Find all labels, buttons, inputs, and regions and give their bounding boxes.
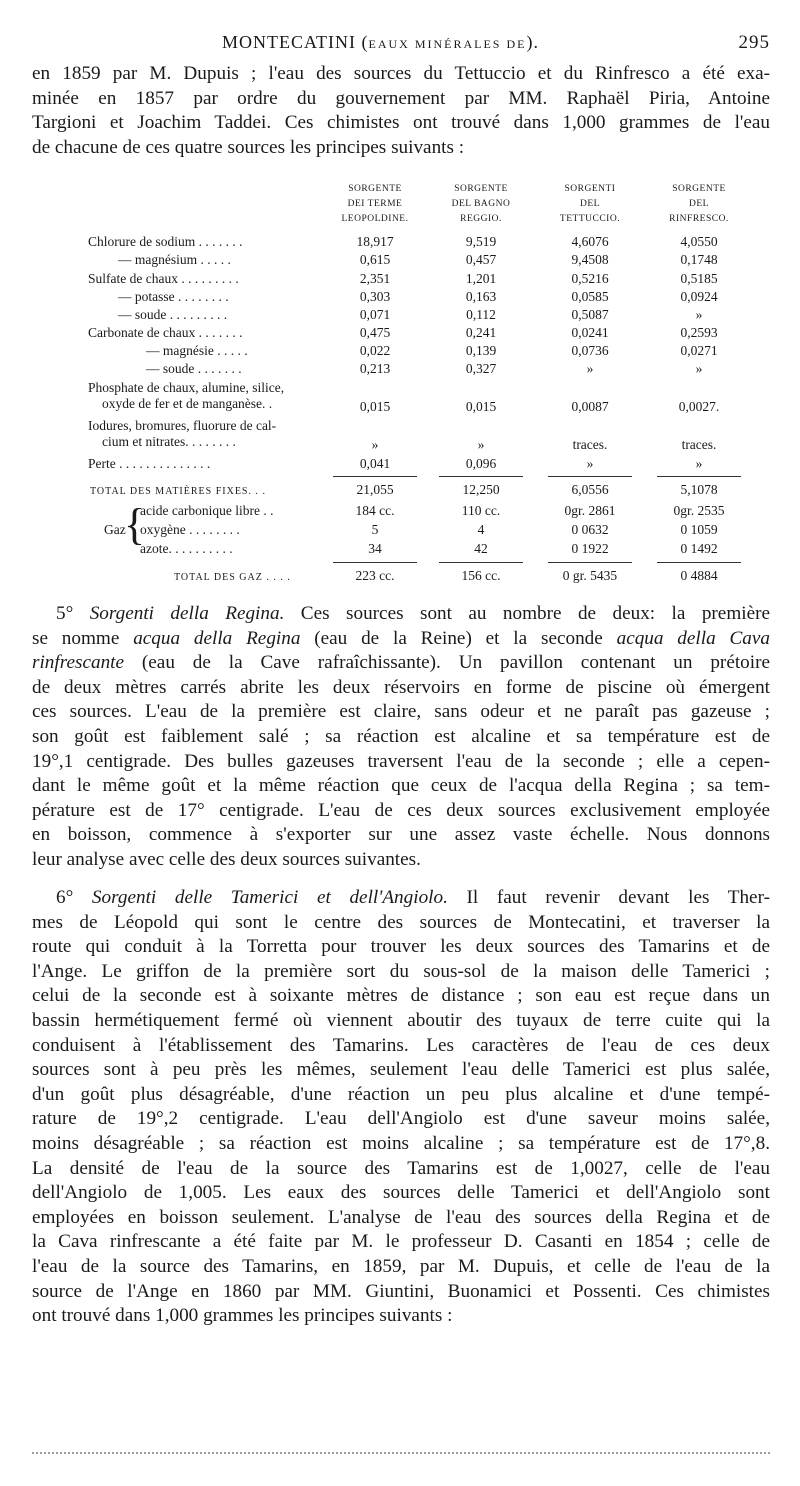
row-label: Chlorure de sodium . . . . . . . (88, 234, 243, 249)
cell: 0 1492 (680, 541, 718, 556)
cell: » (586, 361, 594, 376)
cell: 42 (474, 541, 488, 556)
table-row (88, 234, 728, 253)
column-header: SORGENTE DEL RINFRESCO. (669, 184, 729, 224)
cell: 0,303 (359, 289, 391, 304)
cell: 0,0271 (680, 343, 718, 358)
page-number: 295 (738, 32, 770, 53)
tamerici-paragraph (32, 886, 770, 1329)
cell: 9,4508 (571, 252, 609, 267)
cell: 4 (477, 522, 485, 537)
row-label: Perte . . . . . . . . . . . . . . (88, 456, 211, 471)
brace-glyph: { (124, 500, 146, 549)
cell: 0,0585 (571, 289, 609, 304)
cell: 0gr. 2861 (564, 503, 616, 518)
table-row (88, 522, 728, 541)
text-line: source de l'Ange en 1860 par MM. Giuntini, Buonamici et Possenti. Ces chimistes (32, 1280, 770, 1302)
cell: 0gr. 2535 (673, 503, 725, 518)
text-line: La densité de l'eau de la source des Tamarins est de 1,0027, celle de l'eau (32, 1157, 770, 1179)
text-line: dell'Angiolo de 1,005. Les eaux des sources delle Tamerici et dell'Angiolo sont (32, 1182, 770, 1204)
cell: 0,2593 (680, 325, 718, 340)
sum-rule (439, 562, 523, 563)
row-label: Iodures, bromures, fluorure de cal- cium et nitrates. . . . . . . . (88, 418, 277, 449)
row-label: — soude . . . . . . . (146, 361, 242, 376)
cell: 0,0736 (571, 343, 609, 358)
cell: 0,0087 (571, 399, 609, 414)
text-line: celui de la seconde est à soixante mètres de distance ; son eau est reçue dans un (32, 985, 770, 1007)
cell: 0,615 (359, 252, 391, 267)
cell: 0,5185 (680, 271, 718, 286)
cell: 223 cc. (355, 568, 395, 583)
table-row (88, 418, 728, 456)
column-header: SORGENTE DEL BAGNO REGGIO. (451, 184, 511, 224)
cell: 0,5087 (571, 307, 609, 322)
sum-rule (657, 476, 741, 477)
running-head (32, 32, 770, 56)
cell: 34 (368, 541, 382, 556)
text-line: Targioni et Joachim Taddei. Ces chimistes ont trouvé dans 1,000 grammes de l'eau (32, 112, 770, 134)
table-row (88, 503, 728, 522)
row-label: TOTAL DES MATIÈRES FIXES. . . (90, 486, 266, 497)
row-label: Phosphate de chaux, alumine, silice, oxyde de fer et de manganèse. . (88, 380, 285, 411)
text-line: route qui conduit à la Torretta pour trouver les deux sources des Tamarins et de (32, 936, 770, 958)
cell: 110 cc. (461, 503, 501, 518)
cell: 0,0924 (680, 289, 718, 304)
text-line: sources sont à peu près les mêmes, seulement l'eau delle Tamerici est plus salée, (32, 1059, 770, 1081)
total-row (88, 568, 728, 587)
sum-rule (657, 562, 741, 563)
row-label: acide carbonique libre . . (140, 503, 274, 518)
row-label: Sulfate de chaux . . . . . . . . . (88, 271, 239, 286)
text-line: leur analyse avec celle des deux sources suivantes. (32, 848, 421, 870)
row-label: TOTAL DES GAZ . . . . (174, 572, 291, 583)
cell: » (695, 307, 703, 322)
text-line: l'Ange. Le griffon de la première sort du sous-sol de la maison delle Tamerici ; (32, 960, 770, 982)
table-row (88, 456, 728, 475)
table-row (88, 325, 728, 344)
sum-rule (439, 476, 523, 477)
text-line: pérature est de 17° centigrade. L'eau de ces deux sources exclusivement employée (32, 799, 770, 821)
table-row (88, 289, 728, 308)
regina-paragraph (32, 602, 770, 873)
cell: 5,1078 (680, 482, 718, 497)
cell: 1,201 (465, 271, 497, 286)
cell: 0,1748 (680, 252, 718, 267)
cell: 0,163 (465, 289, 497, 304)
column-header: SORGENTE DEI TERME LEOPOLDINE. (341, 184, 409, 224)
cell: 0,5216 (571, 271, 609, 286)
text-line: ces sources. L'eau de la première est claire, sans odeur et ne paraît pas gazeuse ; (32, 701, 770, 723)
sum-rule (548, 476, 632, 477)
cell: 2,351 (359, 271, 391, 286)
text-line: la Cava rinfrescante a été faite par M. le professeur D. Casanti en 1854 ; celle de (32, 1231, 770, 1253)
table-row (88, 361, 728, 380)
text-line: 5° Sorgenti della Regina. Ces sources sont au nombre de deux: la première (56, 603, 770, 624)
text-line: en boisson, commence à s'exporter sur une assez vaste échelle. Nous donnons (32, 824, 770, 846)
table-row (88, 271, 728, 290)
text-line: bassin hermétiquement fermé où viennent aboutir des tuyaux de terre cuite qui la (32, 1009, 770, 1031)
text-line: 6° Sorgenti delle Tamerici et dell'Angiolo. Il faut revenir devant les Ther- (56, 887, 770, 908)
text-line: mes de Léopold qui sont le centre des sources de Montecatini, et traverser la (32, 911, 770, 933)
sum-rule (333, 562, 417, 563)
cell: 18,917 (356, 234, 394, 249)
total-row (88, 482, 728, 501)
cell: traces. (572, 437, 608, 452)
text-line: dant le même goût et la même réaction que ceux de l'acqua della Regina ; sa tem- (32, 775, 770, 797)
text-line: se nomme acqua della Regina (eau de la Reine) et la seconde acqua della Cava (32, 627, 770, 649)
row-label: Carbonate de chaux . . . . . . . (88, 325, 243, 340)
cell: 0,015 (465, 399, 497, 414)
text-line: l'eau de la source des Tamarins, en 1859, par M. Dupuis, et celle de l'eau de la (32, 1255, 770, 1277)
cell: 0,071 (359, 307, 391, 322)
cell: 0 1922 (571, 541, 609, 556)
cell: 0,0027. (678, 399, 720, 414)
text-line: minée en 1857 par ordre du gouvernement par MM. Raphaël Piria, Antoine (32, 87, 770, 109)
cell: » (695, 456, 703, 471)
cell: 12,250 (462, 482, 500, 497)
table-row (88, 380, 728, 418)
column-header: SORGENTI DEL TETTUCCIO. (559, 184, 621, 224)
text-line: de chacune de ces quatre sources les principes suivants : (32, 136, 465, 158)
cell: 156 cc. (461, 568, 501, 583)
dotted-footer-rule (32, 1444, 770, 1454)
cell: 0,015 (359, 399, 391, 414)
cell: 0,112 (466, 307, 496, 322)
text-line: moins désagréable ; sa réaction est moins alcaline ; sa température est de 17°,8. (32, 1132, 770, 1154)
cell: 9,519 (465, 234, 497, 249)
row-label: — magnésie . . . . . (146, 343, 248, 358)
table-row (88, 343, 728, 362)
text-line: d'un goût plus désagréable, d'une réaction un peu plus alcaline et d'une tempé- (32, 1083, 770, 1105)
cell: 0,241 (465, 325, 497, 340)
cell: 0 0632 (571, 522, 609, 537)
cell: » (695, 361, 703, 376)
cell: » (586, 456, 594, 471)
text-line: employées en boisson seulement. L'analyse de l'eau des sources della Regina et de (32, 1206, 770, 1228)
cell: » (477, 437, 485, 452)
cell: 5 (371, 522, 379, 537)
cell: 0,213 (359, 361, 391, 376)
text-line: 19°,1 centigrade. Des bulles gazeuses traversent l'eau de la seconde ; elle a cepen- (32, 750, 770, 772)
table-row (88, 307, 728, 326)
text-line: rinfrescante (eau de la Cave rafraîchissante). Un pavillon contenant un prétoire (32, 652, 770, 674)
gas-label: Gaz (104, 522, 126, 537)
text-line: rature de 19°,2 centigrade. L'eau dell'Angiolo est d'une saveur moins salée, (32, 1108, 770, 1130)
cell: 0,096 (465, 456, 497, 471)
cell: 21,055 (356, 482, 394, 497)
cell: 184 cc. (355, 503, 395, 518)
cell: 0,457 (465, 252, 497, 267)
row-label: — magnésium . . . . . (118, 252, 231, 267)
cell: traces. (681, 437, 717, 452)
table-row (88, 252, 728, 271)
row-label: oxygène . . . . . . . . (140, 522, 240, 537)
intro-paragraph (32, 62, 770, 160)
row-label: — soude . . . . . . . . . (118, 307, 228, 322)
text-line: conduisent à l'établissement des Tamarins. Les caractères de l'eau de ces deux (32, 1034, 770, 1056)
cell: 0 4884 (680, 568, 718, 583)
cell: 6,0556 (571, 482, 609, 497)
sum-rule (333, 476, 417, 477)
text-line: de deux mètres carrés abrite les deux réservoirs en forme de piscine où émergent (32, 676, 770, 698)
row-label: azote. . . . . . . . . . (140, 541, 233, 556)
sum-rule (548, 562, 632, 563)
cell: » (371, 437, 379, 452)
cell: 0,0241 (571, 325, 609, 340)
text-line: son goût est faiblement salé ; sa réaction est alcaline et sa température est de (32, 725, 770, 747)
running-title: MONTECATINI (EAUX MINÉRALES DE). (222, 32, 539, 52)
text-line: en 1859 par M. Dupuis ; l'eau des sources du Tettuccio et du Rinfresco a été exa- (32, 63, 770, 84)
cell: 0 1059 (680, 522, 718, 537)
text-line: ont trouvé dans 1,000 grammes les principes suivants : (32, 1305, 453, 1327)
cell: 4,0550 (680, 234, 718, 249)
analysis-table (88, 182, 728, 590)
cell: 0,041 (359, 456, 391, 471)
cell: 0,475 (359, 325, 391, 340)
cell: 4,6076 (571, 234, 609, 249)
row-label: — potasse . . . . . . . . (118, 289, 229, 304)
table-row (88, 541, 728, 560)
cell: 0,139 (465, 343, 497, 358)
cell: 0,022 (359, 343, 391, 358)
cell: 0 gr. 5435 (562, 568, 618, 583)
cell: 0,327 (465, 361, 497, 376)
